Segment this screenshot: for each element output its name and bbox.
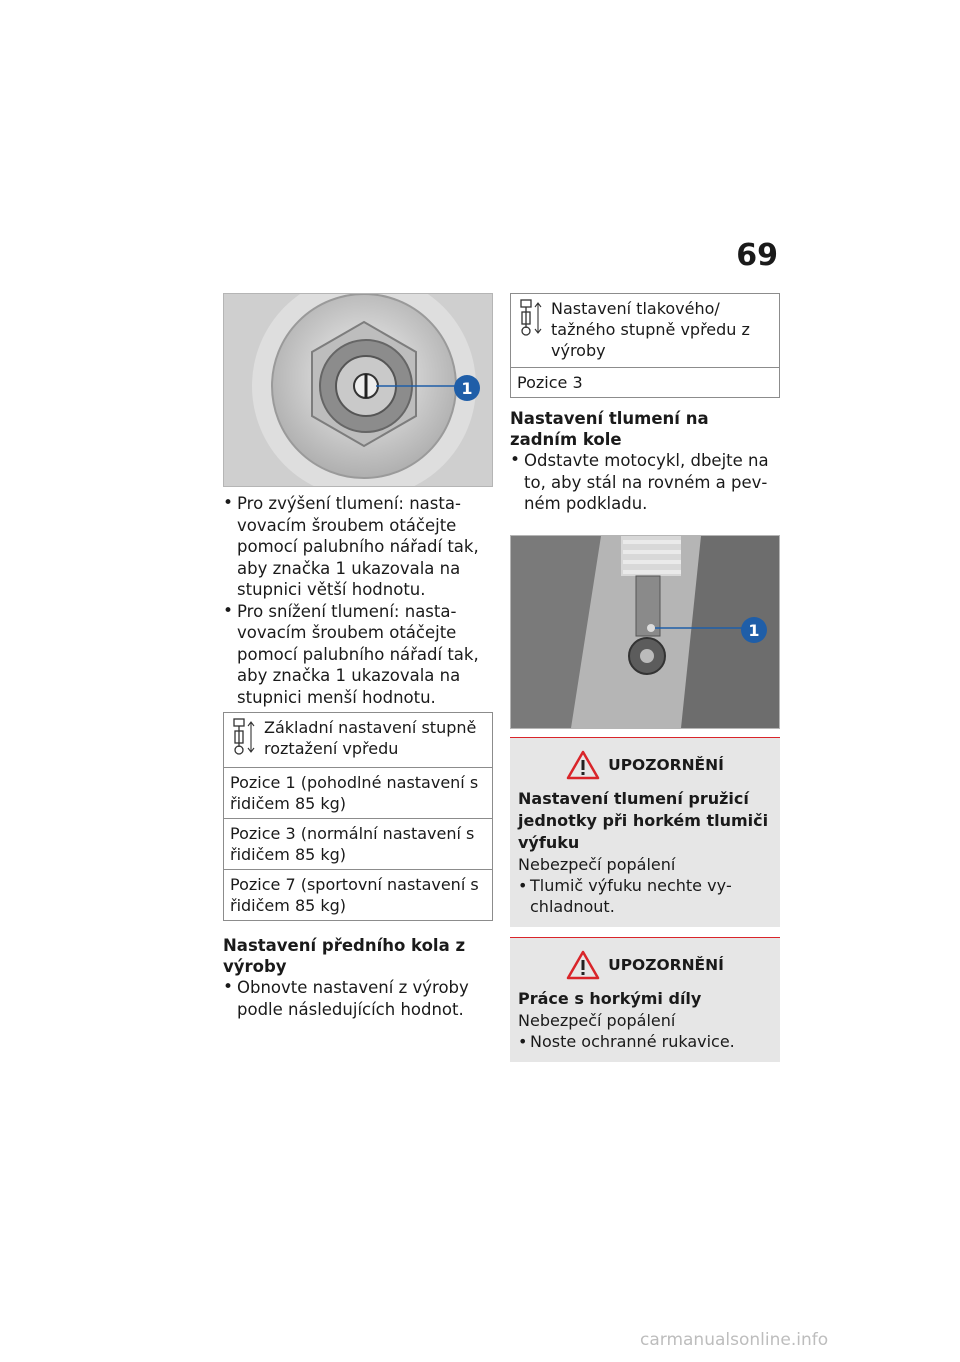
factory-settings-table — [510, 293, 780, 398]
warning-title — [518, 750, 772, 780]
table-header — [511, 294, 779, 368]
table-header-text: Základní nastavení stupně roztažení vpředu — [264, 718, 477, 758]
table-header-text: Nastavení tlakového/ tažného stupně vpředu z výroby — [551, 299, 750, 360]
photo-callout-1: 1 — [748, 620, 760, 640]
watermark: carmanualsonline.info — [640, 1330, 829, 1350]
left-column — [223, 293, 493, 1020]
page-number: 69 — [736, 238, 778, 273]
warning-label: UPOZORNĚNÍ — [608, 955, 724, 974]
rear-bullets — [510, 450, 780, 515]
warning-box-hot-parts — [510, 937, 780, 1062]
front-reset-bullets — [223, 977, 493, 1020]
warning-heading: Práce s horkými díly — [518, 988, 702, 1008]
table-row: Pozice 3 (normální nastavení s řidičem 85 kg) — [224, 819, 492, 870]
table-header — [224, 713, 492, 768]
warning-desc: Nebezpečí popálení — [518, 1010, 676, 1030]
front-damper-photo — [223, 293, 493, 487]
table-row: Pozice 1 (pohodlné nastavení s řidičem 85 kg) — [224, 768, 492, 819]
warning-box-exhaust — [510, 737, 780, 927]
bullet-decrease: • Pro snížení tlumení: nastavovacím šroubem otáčejte pomocí palubního nářadí tak, aby značka 1 ukazovala na stupnici menší hodnotu. — [223, 601, 493, 709]
warning-heading: Nastavení tlumení pružicí jednotky při horkém tlumiči výfuku — [518, 788, 769, 852]
warning-item: • Noste ochranné rukavice. — [518, 1031, 772, 1052]
bullet-reset: • Obnovte nastavení z výroby podle následujících hodnot. — [223, 977, 493, 1020]
section-title-rear: Nastavení tlumení na zadním kole — [510, 409, 709, 449]
warning-desc: Nebezpečí popálení — [518, 854, 676, 874]
rear-damper-photo — [510, 535, 780, 729]
warning-title — [518, 950, 772, 980]
right-column — [510, 293, 780, 1062]
damper-icon — [517, 298, 551, 361]
table-row: Pozice 7 (sportovní nastavení s řidičem 85 kg) — [230, 875, 479, 915]
warning-label: UPOZORNĚNÍ — [608, 755, 724, 774]
bullet-park: • Odstavte motocykl, dbejte na to, aby stál na rovném a pevném podkladu. — [510, 450, 780, 515]
warning-item: • Tlumič výfuku nechte vychladnout. — [518, 875, 772, 917]
bullet-increase: • Pro zvýšení tlumení: nastavovacím šroubem otáčejte pomocí palubního nářadí tak, aby značka 1 ukazovala na stupnici větší hodnotu. — [223, 493, 493, 601]
basic-settings-table — [223, 712, 493, 921]
section-title-front: Nastavení předního kola z výroby — [223, 936, 466, 976]
damper-icon — [230, 717, 264, 761]
table-row: Pozice 3 — [517, 373, 583, 392]
adjust-bullets — [223, 493, 493, 708]
photo-callout-1: 1 — [461, 379, 473, 398]
warning-triangle-icon — [566, 950, 600, 980]
warning-triangle-icon — [566, 750, 600, 780]
